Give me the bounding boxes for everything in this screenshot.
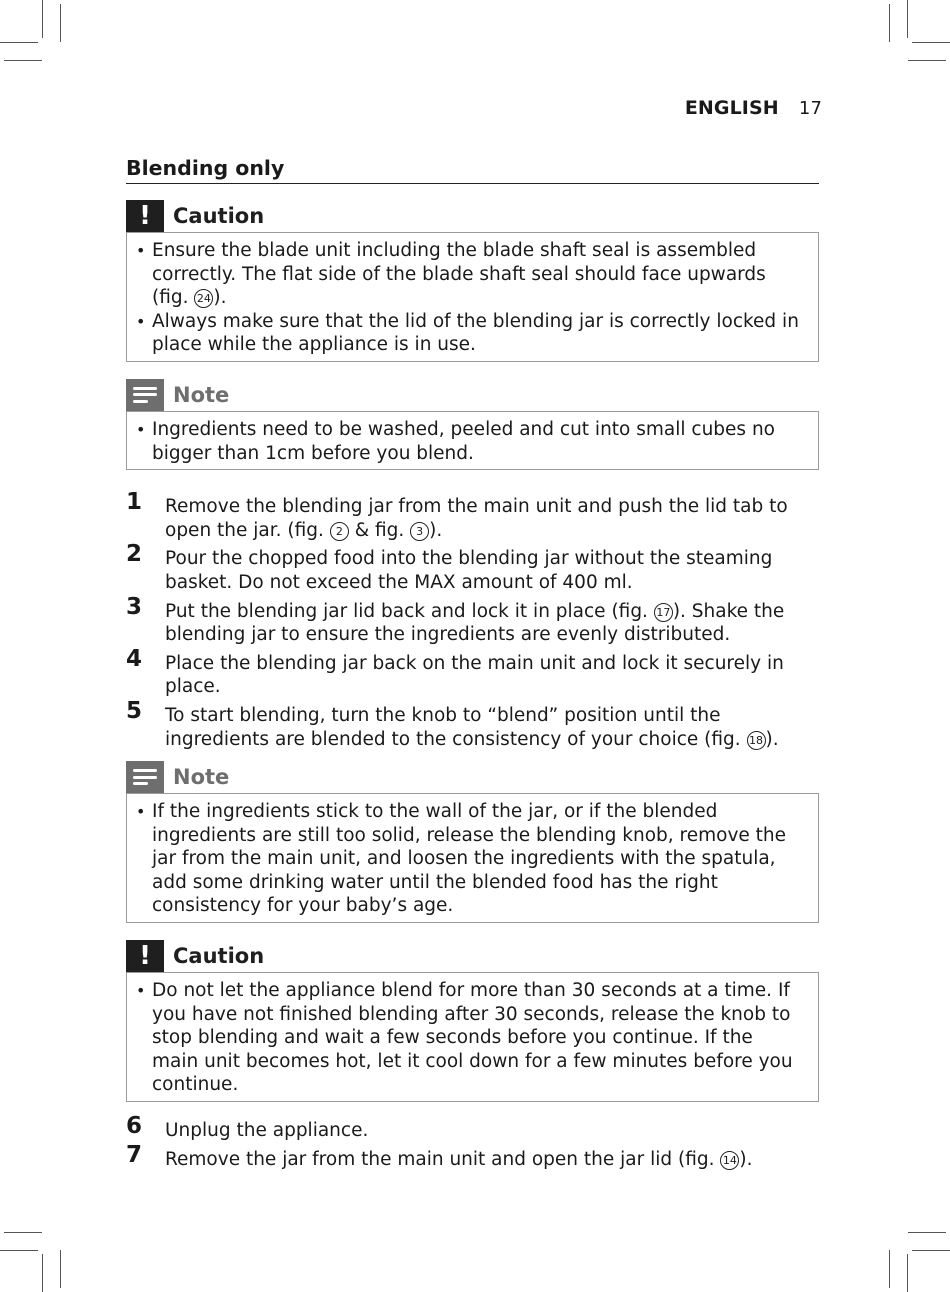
text-run: Put the blending jar lid back and lock it in place (fig. xyxy=(165,600,654,622)
crop-mark xyxy=(908,1232,946,1233)
step-number: 3 xyxy=(126,593,143,620)
text-run: ). xyxy=(429,519,443,541)
bullet-item xyxy=(135,239,802,310)
text-run: Remove the blending jar from the main unit and push the lid tab to open the jar. (fig. xyxy=(165,496,788,541)
note-lines-icon xyxy=(126,761,164,793)
crop-mark xyxy=(60,4,61,42)
step-item xyxy=(126,1141,819,1172)
crop-mark xyxy=(0,42,38,43)
bullet-item: • Ingredients need to be washed, peeled and cut into small cubes no bigger than 1cm before you blend. xyxy=(135,418,802,465)
bullet-item: • Always make sure that the lid of the blending jar is correctly locked in place while the appliance is in use. xyxy=(135,310,802,357)
crop-mark xyxy=(907,1254,908,1292)
step-item xyxy=(126,541,819,594)
figure-reference: 14 xyxy=(720,1151,739,1170)
crop-mark xyxy=(4,1232,42,1233)
text-run: Remove the jar from the main unit and open the jar lid (fig. xyxy=(165,1148,721,1170)
figure-reference: 2 xyxy=(330,522,349,541)
note-callout xyxy=(126,379,819,470)
crop-mark xyxy=(4,60,42,61)
section-title: Blending only xyxy=(126,156,819,184)
crop-mark xyxy=(42,1254,43,1292)
text-run: ). Shake the blending jar to ensure the ingredients are evenly distributed. xyxy=(165,600,785,646)
callout-box xyxy=(126,972,819,1102)
language-label: ENGLISH xyxy=(684,97,779,119)
text-run: ). xyxy=(739,1148,753,1170)
step-number: 4 xyxy=(126,645,143,672)
callout-title: Caution xyxy=(173,944,265,969)
step-item xyxy=(126,697,819,751)
crop-mark xyxy=(0,1250,38,1251)
text-run: Ensure the blade unit including the blade shaft seal is assembled correctly. The flat side of the blade shaft seal should face upwards (fig. xyxy=(152,240,766,309)
callout-title: Note xyxy=(173,382,230,407)
text-run: Unplug the appliance. xyxy=(165,1120,369,1142)
crop-mark xyxy=(912,1250,950,1251)
text-run: ). xyxy=(765,728,779,750)
callout-header xyxy=(126,379,819,411)
caution-callout xyxy=(126,200,819,362)
step-number: 2 xyxy=(126,541,143,568)
crop-mark xyxy=(912,42,950,43)
step-item xyxy=(126,489,819,542)
callout-box xyxy=(126,411,819,470)
crop-mark xyxy=(908,60,946,61)
callout-title: Caution xyxy=(173,204,265,228)
callout-box xyxy=(126,232,819,362)
crop-mark xyxy=(907,0,908,38)
text-run: Place the blending jar back on the main unit and lock it securely in place. xyxy=(165,652,784,698)
note-lines-icon xyxy=(126,379,164,411)
note-callout xyxy=(126,761,819,923)
callout-box xyxy=(126,793,819,923)
crop-mark xyxy=(889,1250,890,1288)
figure-reference: 24 xyxy=(194,289,213,308)
page-header xyxy=(685,97,822,119)
step-number: 1 xyxy=(126,489,143,516)
step-item xyxy=(126,1113,819,1143)
figure-reference: 18 xyxy=(747,731,766,750)
crop-mark xyxy=(42,0,43,38)
exclamation-icon: ! xyxy=(126,940,164,972)
crop-mark xyxy=(60,1250,61,1288)
bullet-item: • If the ingredients stick to the wall of the jar, or if the blended ingredients are still too solid, release the blending knob, remove the jar from the main unit, and loosen the ingredients with the spatula, add some drinking water until the blended food has the right consistency for your baby’s age. xyxy=(135,800,802,918)
text-run: To start blending, turn the knob to “blend” position until the ingredients are blended to the consistency of your choice (fig. xyxy=(165,704,747,750)
figure-reference: 17 xyxy=(654,603,673,622)
caution-callout xyxy=(126,940,819,1102)
bullet-item: • Do not let the appliance blend for more than 30 seconds at a time. If you have not finished blending after 30 seconds, release the knob to stop blending and wait a few seconds before you continue. If the main unit becomes hot, let it cool down for a few minutes before you continue. xyxy=(135,979,802,1097)
page-number: 17 xyxy=(798,98,822,119)
callout-header xyxy=(126,200,819,232)
page-content xyxy=(126,156,819,1171)
callout-header xyxy=(126,761,819,793)
step-list xyxy=(126,1113,819,1171)
step-item xyxy=(126,593,819,647)
step-number: 6 xyxy=(126,1113,143,1140)
figure-reference: 3 xyxy=(410,522,429,541)
exclamation-icon: ! xyxy=(126,200,164,232)
step-number: 5 xyxy=(126,697,143,724)
step-list xyxy=(126,489,819,751)
text-run: & fig. xyxy=(348,519,411,541)
callout-header xyxy=(126,940,819,972)
step-item xyxy=(126,645,819,699)
callout-title: Note xyxy=(173,765,230,790)
text-run: Pour the chopped food into the blending jar without the steaming basket. Do not exceed the MAX amount of 400 ml. xyxy=(165,548,773,593)
step-number: 7 xyxy=(126,1141,143,1168)
text-run: ). xyxy=(213,287,227,309)
crop-mark xyxy=(889,4,890,42)
